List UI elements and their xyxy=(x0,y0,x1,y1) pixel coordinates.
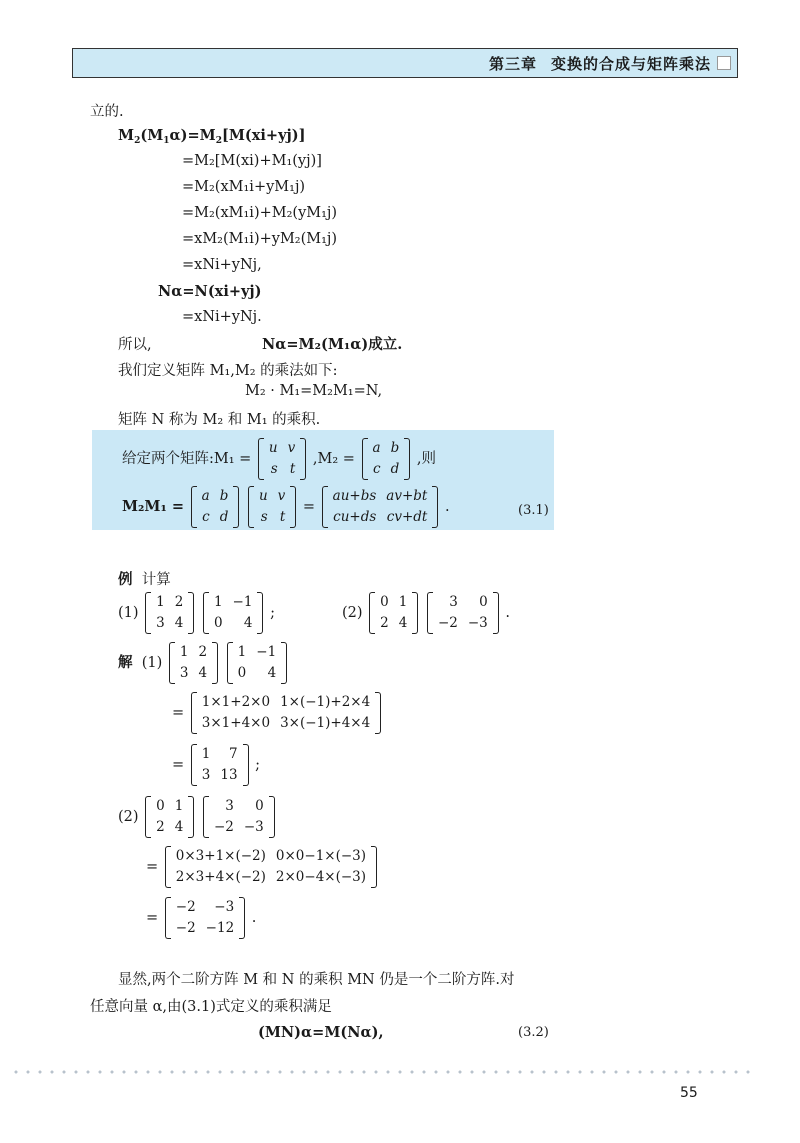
matrix-right-bracket xyxy=(432,486,438,528)
matrix-cell: 2 xyxy=(198,644,208,660)
matrix-right-bracket xyxy=(269,796,275,838)
solution-1-line-3: = 1 7 3 13 ; xyxy=(172,744,260,786)
matrix xyxy=(169,642,218,684)
matrix-right-bracket xyxy=(257,592,263,634)
text-line: 矩阵 N 称为 M₂ 和 M₁ 的乘积. xyxy=(118,412,321,428)
matrix-cell: −2 xyxy=(175,920,196,936)
matrix-cell: 0 xyxy=(380,594,389,610)
equation-line: =xNi+yNj. xyxy=(182,309,262,325)
matrix-cell: b xyxy=(219,488,229,504)
matrix-grid xyxy=(171,897,239,939)
matrix xyxy=(258,438,306,480)
matrix-right-bracket xyxy=(371,846,377,888)
matrix xyxy=(362,438,411,480)
matrix xyxy=(203,592,264,634)
matrix-cell: a xyxy=(201,488,210,504)
example-heading: 例 计算 xyxy=(118,571,171,588)
matrix-cell: 2×0−4×(−3) xyxy=(275,869,367,885)
matrix-grid xyxy=(151,796,188,838)
chapter-title: 变换的合成与矩阵乘法 xyxy=(550,54,711,73)
solution-2-line-2: = 0×3+1×(−2) 0×0−1×(−3) 2×3+4×(−2) 2×0−4×(−3) xyxy=(146,846,379,888)
matrix-grid xyxy=(197,486,234,528)
matrix-grid xyxy=(171,846,371,888)
matrix-cell: 4 xyxy=(267,665,277,681)
matrix-cell: 3 xyxy=(179,665,189,681)
matrix-right-bracket xyxy=(188,796,194,838)
matrix-cell: 4 xyxy=(243,615,253,631)
matrix-cell: 1 xyxy=(398,594,408,610)
matrix-cell: 2×3+4×(−2) xyxy=(175,869,266,885)
matrix-cell: v xyxy=(287,440,296,456)
solution-1-line-1: 解 (1) 1 2 3 4 1 −1 0 4 xyxy=(118,642,289,684)
matrix-cell: 1 xyxy=(174,798,184,814)
paragraph-line: 显然,两个二阶方阵 M 和 N 的乘积 MN 仍是一个二阶方阵.对 xyxy=(118,972,515,988)
matrix-cell: 0 xyxy=(213,615,223,631)
matrix-cell: −3 xyxy=(214,899,235,915)
matrix-grid xyxy=(433,592,493,634)
matrix-cell: c xyxy=(202,509,210,525)
matrix xyxy=(227,642,288,684)
equation-line: Nα=M₂(M₁α)成立. xyxy=(262,336,403,353)
matrix xyxy=(248,486,296,528)
matrix-cell: −3 xyxy=(467,615,488,631)
matrix-cell: −1 xyxy=(256,644,277,660)
matrix-right-bracket xyxy=(404,438,410,480)
matrix xyxy=(191,692,381,734)
matrix-cell: 0×0−1×(−3) xyxy=(275,848,367,864)
equation-line: (MN)α=M(Nα), xyxy=(258,1024,384,1041)
matrix-grid xyxy=(197,744,243,786)
matrix-cell: cv+dt xyxy=(386,509,428,525)
matrix-right-bracket xyxy=(412,592,418,634)
solution-2-line-1: (2) 0 1 2 4 3 0 −2 −3 xyxy=(118,796,277,838)
matrix xyxy=(203,796,275,838)
matrix-right-bracket xyxy=(212,642,218,684)
definition-line-2: M₂M₁ = a b c d u v s t = au+bs av+bt cu+ds cv+dt . xyxy=(122,486,450,528)
matrix-grid xyxy=(209,592,258,634)
matrix-cell: v xyxy=(277,488,286,504)
matrix-right-bracket xyxy=(300,438,306,480)
matrix-grid xyxy=(151,592,188,634)
matrix-cell: d xyxy=(219,509,229,525)
matrix xyxy=(191,744,249,786)
matrix-grid xyxy=(209,796,269,838)
matrix-cell: 4 xyxy=(398,615,408,631)
matrix-cell: au+bs xyxy=(332,488,377,504)
matrix xyxy=(191,486,240,528)
dotted-divider xyxy=(10,1070,750,1074)
matrix-cell: −2 xyxy=(213,819,234,835)
matrix-cell: 4 xyxy=(174,819,184,835)
matrix-cell: 4 xyxy=(174,615,184,631)
matrix-grid xyxy=(254,486,290,528)
matrix-cell: 13 xyxy=(220,767,238,783)
matrix xyxy=(145,796,194,838)
matrix-cell: −12 xyxy=(205,920,235,936)
matrix-grid xyxy=(197,692,375,734)
matrix-cell: 1 xyxy=(201,746,211,762)
solution-2-line-3: = −2 −3 −2 −12 . xyxy=(146,897,256,939)
matrix-cell: 1×(−1)+2×4 xyxy=(280,694,371,710)
matrix-cell: −1 xyxy=(232,594,253,610)
matrix-cell: d xyxy=(390,461,400,477)
matrix-cell: 0 xyxy=(237,665,247,681)
equation-line: =xM₂(M₁i)+yM₂(M₁j) xyxy=(182,231,338,247)
equation-line: =xNi+yNj, xyxy=(182,257,262,273)
chapter-header-bar xyxy=(72,48,738,78)
matrix xyxy=(369,592,418,634)
matrix-cell: 7 xyxy=(228,746,238,762)
matrix-cell: 3 xyxy=(225,798,234,814)
matrix-cell: 2 xyxy=(156,819,165,835)
matrix-cell: 4 xyxy=(198,665,208,681)
matrix-grid xyxy=(375,592,412,634)
matrix-cell: −3 xyxy=(243,819,264,835)
matrix-cell: 3 xyxy=(201,767,211,783)
equation-line: =M₂(xM₁i+yM₁j) xyxy=(182,179,306,195)
page-number: 55 xyxy=(680,1085,698,1101)
matrix-right-bracket xyxy=(243,744,249,786)
matrix-cell: s xyxy=(260,509,268,525)
matrix-grid xyxy=(264,438,300,480)
matrix xyxy=(145,592,194,634)
equation-line: $M_2(M_1\alpha)=M_2[M(xi+yj)]$ xyxy=(118,127,306,146)
matrix-cell: 0 xyxy=(479,594,488,610)
matrix-cell: av+bt xyxy=(386,488,428,504)
equation-line: M₂ · M₁=M₂M₁=N, xyxy=(245,383,383,399)
matrix-right-bracket xyxy=(188,592,194,634)
matrix-cell: 0 xyxy=(156,798,165,814)
matrix xyxy=(427,592,499,634)
matrix-cell: t xyxy=(279,509,286,525)
matrix-right-bracket xyxy=(493,592,499,634)
matrix-cell: 3×1+4×0 xyxy=(201,715,271,731)
equation-number: (3.1) xyxy=(518,503,549,518)
equation-number: (3.2) xyxy=(518,1025,549,1040)
equation-line: =M₂(xM₁i)+M₂(yM₁j) xyxy=(182,205,338,221)
matrix-cell: a xyxy=(372,440,381,456)
matrix-cell: −2 xyxy=(437,615,458,631)
solution-1-line-2: = 1×1+2×0 1×(−1)+2×4 3×1+4×0 3×(−1)+4×4 xyxy=(172,692,383,734)
definition-line-1: 给定两个矩阵:M₁ = u v s t ,M₂ = a b c d ,则 xyxy=(122,438,436,480)
example-1: (1) 1 2 3 4 1 −1 0 4 ; xyxy=(118,592,275,634)
matrix-cell: t xyxy=(289,461,296,477)
equation-line: =M₂[M(xi)+M₁(yj)] xyxy=(182,153,322,169)
matrix xyxy=(165,897,245,939)
matrix-right-bracket xyxy=(239,897,245,939)
matrix xyxy=(165,846,377,888)
matrix-cell: b xyxy=(390,440,400,456)
matrix-cell: c xyxy=(373,461,381,477)
matrix-right-bracket xyxy=(281,642,287,684)
matrix-cell: 0 xyxy=(255,798,264,814)
text-line: 立的. xyxy=(90,104,124,120)
matrix-cell: 3 xyxy=(449,594,458,610)
matrix-right-bracket xyxy=(233,486,239,528)
matrix-cell: 1 xyxy=(156,594,165,610)
header-square-icon xyxy=(717,56,731,70)
text-line: 所以, xyxy=(118,337,152,353)
example-2: (2) 0 1 2 4 3 0 −2 −3 . xyxy=(342,592,510,634)
chapter-label: 第三章 xyxy=(488,54,537,73)
matrix-right-bracket xyxy=(290,486,296,528)
matrix-cell: s xyxy=(270,461,278,477)
matrix-cell: 3 xyxy=(156,615,165,631)
matrix-cell: 2 xyxy=(174,594,184,610)
matrix-grid xyxy=(233,642,282,684)
equation-line: Nα=N(xi+yj) xyxy=(158,283,262,300)
matrix-grid xyxy=(328,486,433,528)
matrix-cell: 3×(−1)+4×4 xyxy=(280,715,371,731)
matrix-cell: −2 xyxy=(175,899,196,915)
matrix-right-bracket xyxy=(375,692,381,734)
matrix-grid xyxy=(175,642,212,684)
matrix-cell: 0×3+1×(−2) xyxy=(175,848,266,864)
matrix-grid xyxy=(368,438,405,480)
paragraph-line: 任意向量 α,由(3.1)式定义的乘积满足 xyxy=(90,999,332,1015)
matrix-cell: 1 xyxy=(237,644,247,660)
chapter-header xyxy=(489,53,731,73)
matrix-cell: 1 xyxy=(179,644,189,660)
matrix-cell: 1×1+2×0 xyxy=(201,694,271,710)
matrix xyxy=(322,486,439,528)
matrix-cell: 1 xyxy=(213,594,223,610)
text-line: 我们定义矩阵 M₁,M₂ 的乘法如下: xyxy=(118,363,338,379)
matrix-cell: 2 xyxy=(380,615,389,631)
matrix-cell: u xyxy=(258,488,268,504)
matrix-cell: cu+ds xyxy=(333,509,377,525)
matrix-cell: u xyxy=(268,440,278,456)
